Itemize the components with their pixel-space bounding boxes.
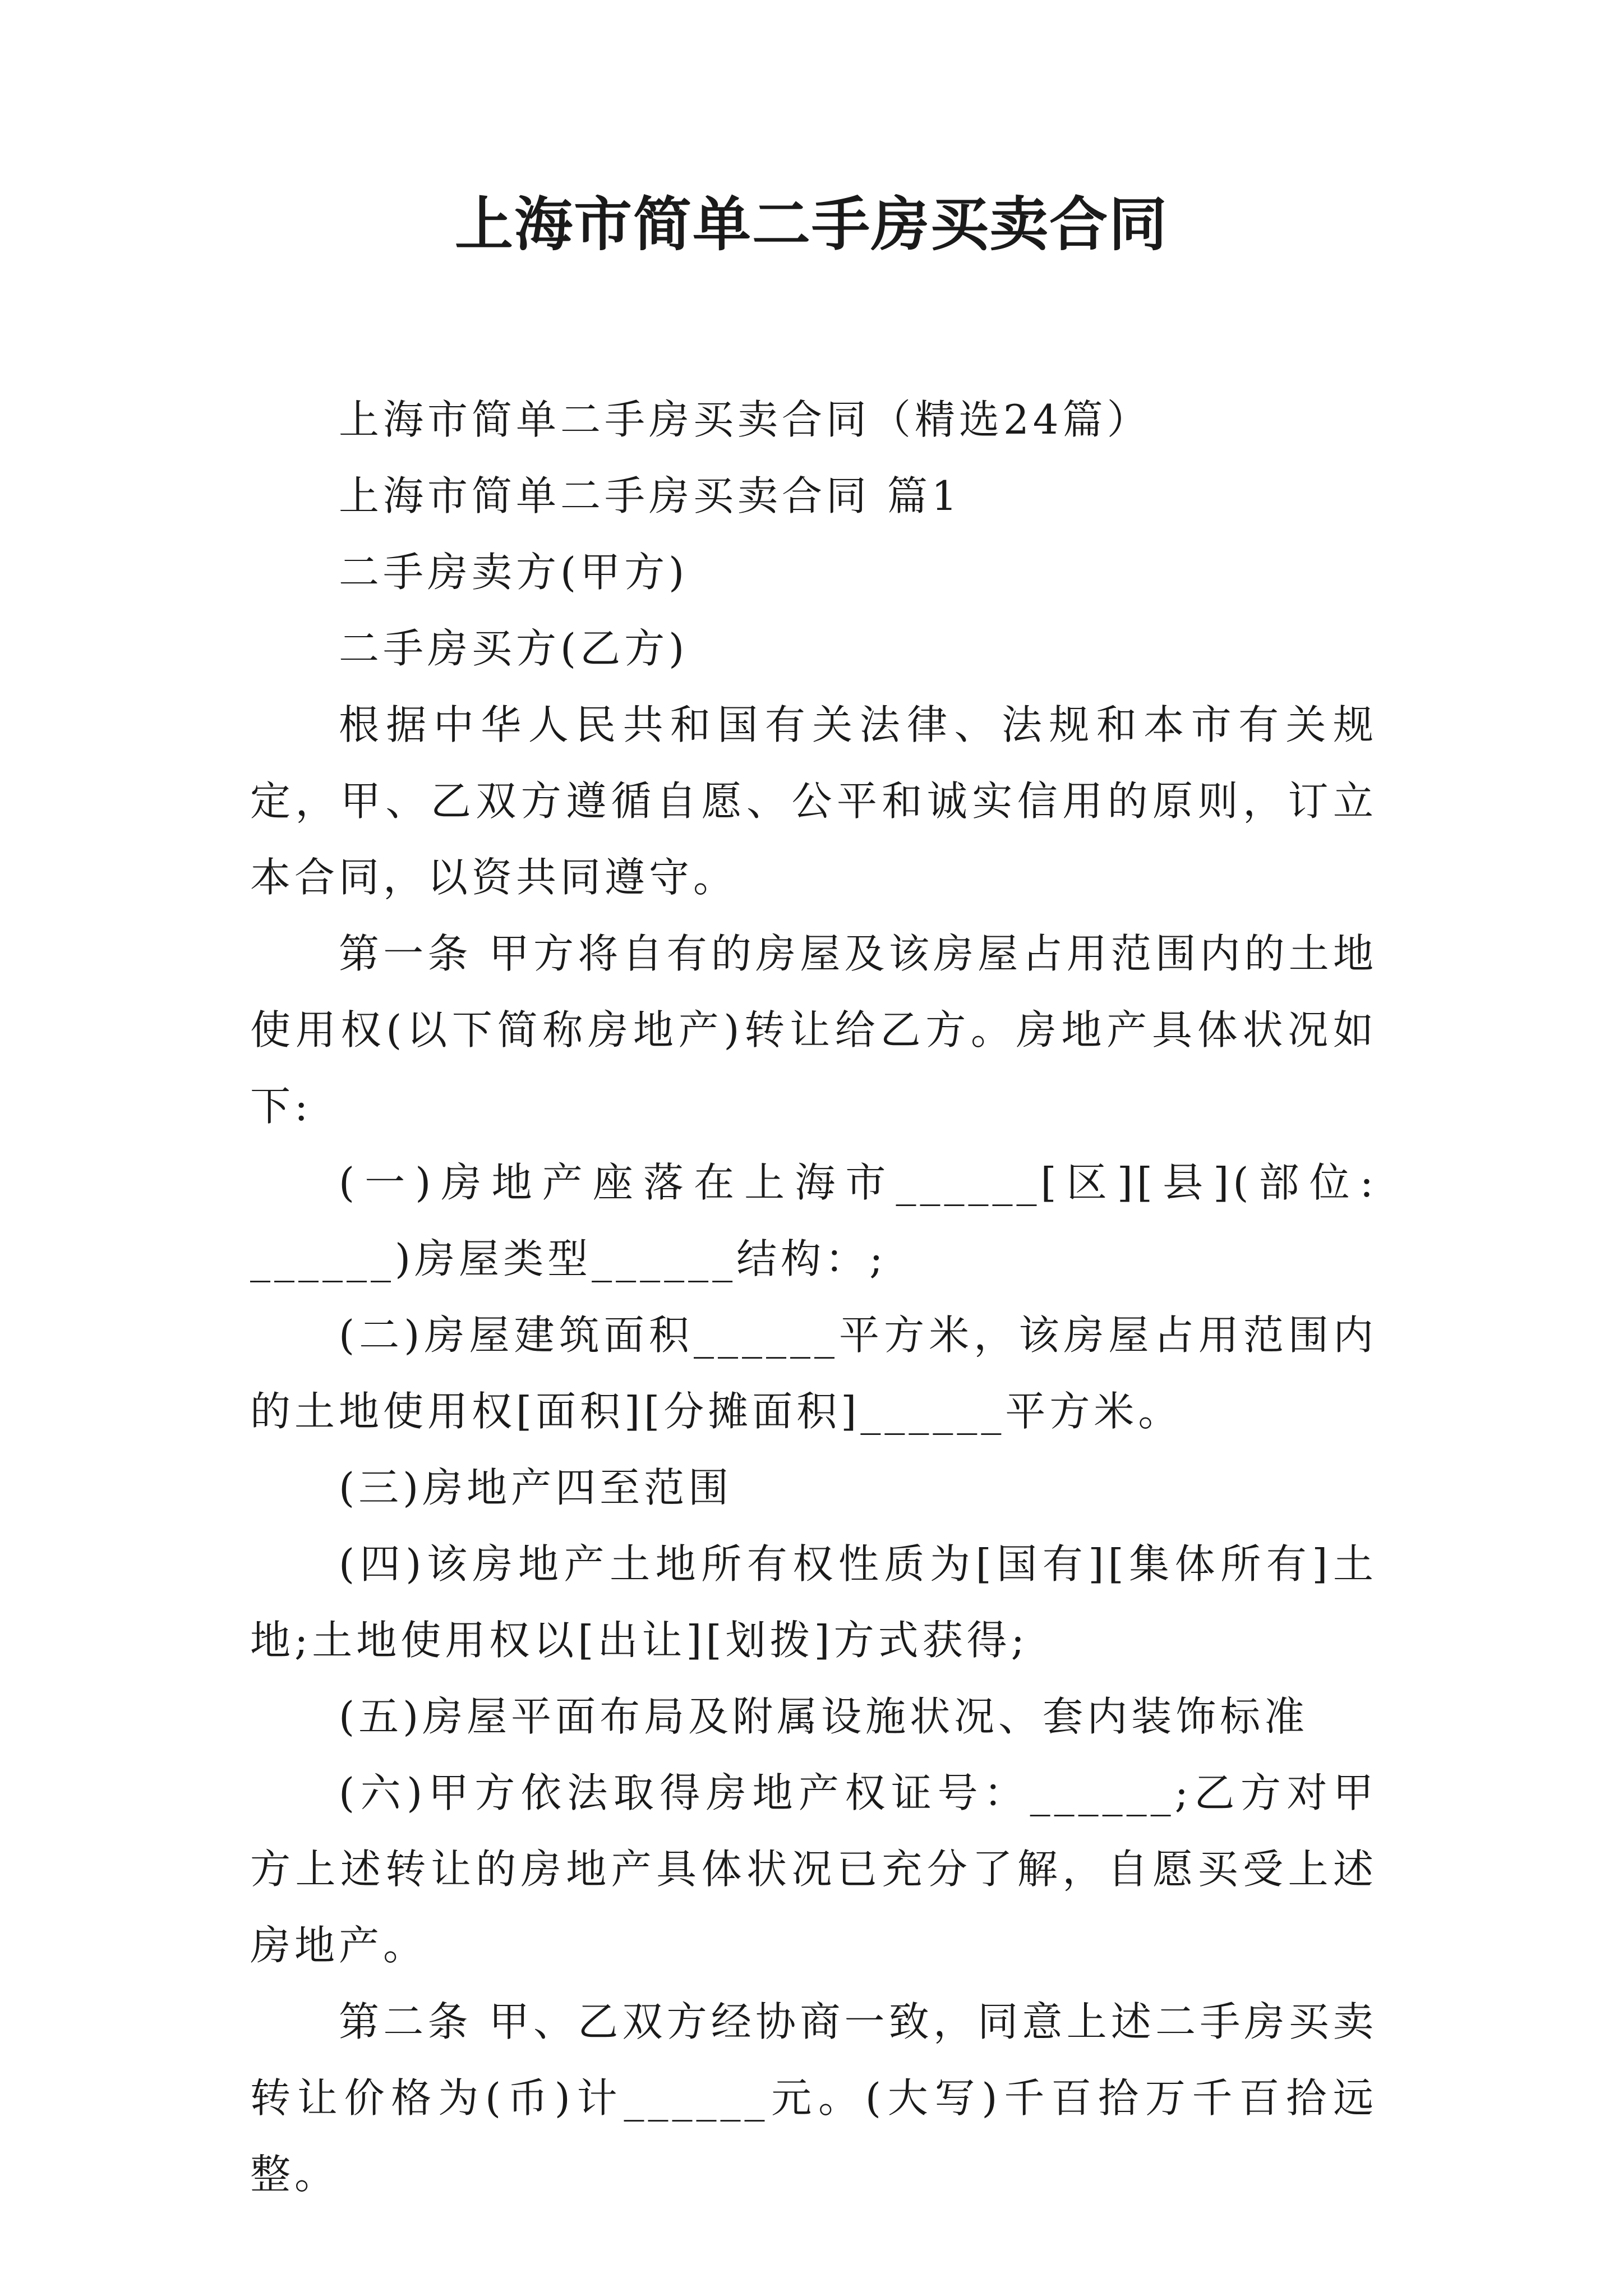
paragraph-item-2: (二)房屋建筑面积______平方米，该房屋占用范围内的土地使用权[面积][分摊面积]______平方米。 — [250, 1312, 1377, 1435]
paragraph-collection-heading: 上海市简单二手房买卖合同（精选24篇） — [339, 396, 1151, 443]
paragraph-clause-2: 第二条 甲、乙双方经协商一致，同意上述二手房买卖转让价格为(币)计______元。(大写)千百拾万千百拾远整。 — [250, 1998, 1377, 2198]
paragraph-item-4: (四)该房地产土地所有权性质为[国有][集体所有]土地;土地使用权以[出让][划拨]方式获得; — [250, 1540, 1377, 1664]
paragraph-seller: 二手房卖方(甲方) — [339, 549, 689, 596]
paragraph-preamble: 根据中华人民共和国有关法律、法规和本市有关规定，甲、乙双方遵循自愿、公平和诚实信用的原则，订立本合同，以资共同遵守。 — [250, 701, 1377, 901]
paragraph-article-heading: 上海市简单二手房买卖合同 篇1 — [339, 472, 961, 519]
paragraph-item-6: (六)甲方依法取得房地产权证号：______;乙方对甲方上述转让的房地产具体状况已充分了解，自愿买受上述房地产。 — [250, 1769, 1377, 1969]
paragraph-buyer: 二手房买方(乙方) — [339, 625, 689, 672]
document-body — [250, 381, 1394, 2212]
paragraph-clause-1: 第一条 甲方将自有的房屋及该房屋占用范围内的土地使用权(以下简称房地产)转让给乙方。房地产具体状况如下: — [250, 930, 1377, 1130]
paragraph-item-3: (三)房地产四至范围 — [339, 1464, 733, 1511]
paragraph-item-5: (五)房屋平面布局及附属设施状况、套内装饰标准 — [339, 1693, 1309, 1740]
document-title: 上海市简单二手房买卖合同 — [454, 190, 1168, 259]
paragraph-item-1: (一)房地产座落在上海市______[区][县](部位: ______)房屋类型______结构：; — [250, 1159, 1394, 1282]
